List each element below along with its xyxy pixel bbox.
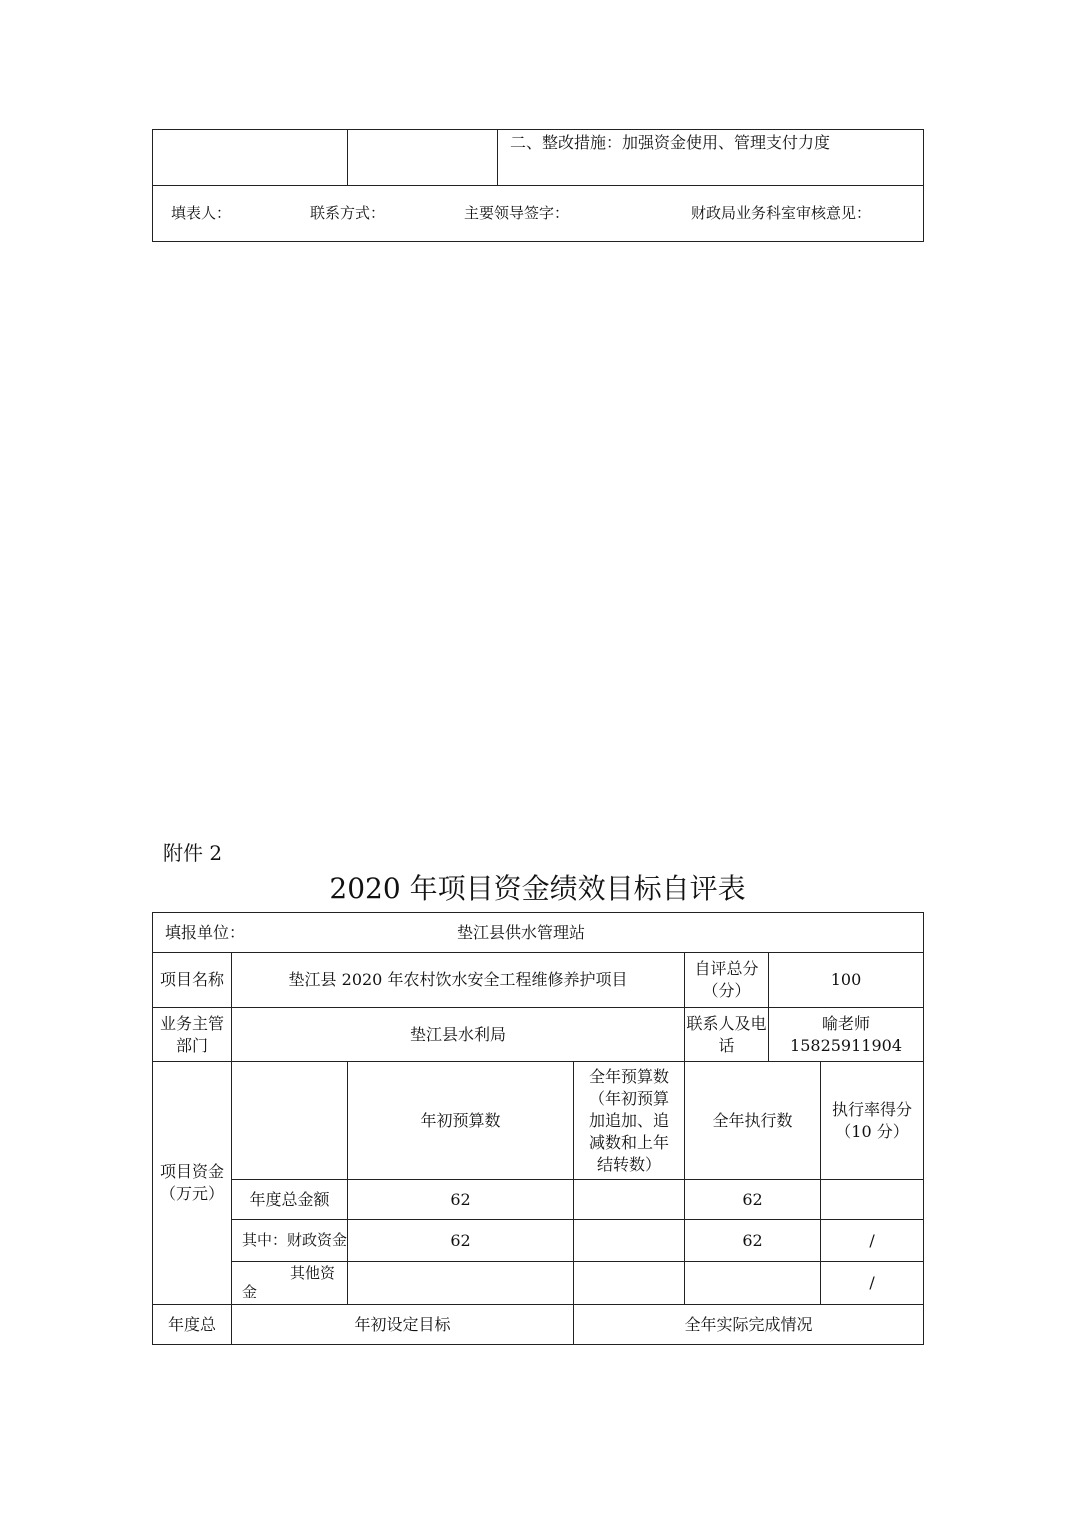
full-year-budget-value bbox=[574, 1180, 685, 1220]
contact-name: 喻老师 bbox=[822, 1013, 871, 1033]
initial-goal-header: 年初设定目标 bbox=[232, 1305, 574, 1345]
finance-review-label: 财政局业务科室审核意见： bbox=[691, 204, 872, 222]
table-row bbox=[153, 1220, 924, 1262]
score-value: / bbox=[821, 1220, 924, 1262]
leader-signature-label: 主要领导签字： bbox=[464, 204, 570, 222]
blank-cell bbox=[348, 130, 498, 186]
blank-header-cell bbox=[232, 1062, 348, 1180]
score-value bbox=[821, 1180, 924, 1220]
execution-header: 全年执行数 bbox=[685, 1062, 821, 1180]
self-score-value: 100 bbox=[769, 953, 924, 1008]
reporting-unit-value: 垫江县供水管理站 bbox=[457, 923, 586, 942]
contact-label: 联系人及电话 bbox=[685, 1008, 769, 1062]
document-title: 2020 年项目资金绩效目标自评表 bbox=[329, 872, 746, 905]
full-year-budget-value bbox=[574, 1220, 685, 1262]
reporting-unit-row bbox=[153, 913, 924, 953]
project-name-label: 项目名称 bbox=[153, 953, 232, 1008]
reporting-unit-label: 填报单位： bbox=[165, 923, 246, 942]
execution-rate-points: （10 分） bbox=[835, 1121, 909, 1141]
execution-value bbox=[685, 1262, 821, 1305]
full-year-budget-header: 全年预算数（年初预算加追加、追减数和上年结转数） bbox=[574, 1062, 685, 1180]
contact-phone: 15825911904 bbox=[790, 1035, 903, 1055]
self-score-label: 自评总分（分） bbox=[685, 953, 769, 1008]
table-row bbox=[153, 1180, 924, 1220]
signature-row bbox=[153, 186, 924, 242]
annual-goal-label: 年度总 bbox=[153, 1305, 232, 1345]
project-funds-label: 项目资金（万元） bbox=[153, 1062, 232, 1305]
execution-value: 62 bbox=[685, 1220, 821, 1262]
actual-completion-header: 全年实际完成情况 bbox=[574, 1305, 924, 1345]
rectification-table bbox=[152, 129, 924, 242]
execution-value: 62 bbox=[685, 1180, 821, 1220]
initial-budget-header: 年初预算数 bbox=[348, 1062, 574, 1180]
row-label: 其中：财政资金 bbox=[232, 1220, 348, 1262]
execution-rate-score-label: 执行率得分 bbox=[832, 1099, 913, 1119]
blank-cell bbox=[153, 130, 348, 186]
project-name-value: 垫江县 2020 年农村饮水安全工程维修养护项目 bbox=[232, 953, 685, 1008]
filler-label: 填表人： bbox=[171, 204, 232, 222]
execution-rate-score-header bbox=[821, 1062, 924, 1180]
department-label: 业务主管部门 bbox=[153, 1008, 232, 1062]
rectification-measures: 二、整改措施：加强资金使用、管理支付力度 bbox=[498, 130, 924, 186]
initial-budget-value: 62 bbox=[348, 1180, 574, 1220]
initial-budget-value bbox=[348, 1262, 574, 1305]
row-label: 其他资金 bbox=[232, 1262, 348, 1305]
row-label: 年度总金额 bbox=[232, 1180, 348, 1220]
table-row bbox=[153, 1262, 924, 1305]
attachment-label: 附件 2 bbox=[163, 841, 223, 865]
score-value: / bbox=[821, 1262, 924, 1305]
department-value: 垫江县水利局 bbox=[232, 1008, 685, 1062]
contact-method-label: 联系方式： bbox=[310, 204, 386, 222]
contact-info bbox=[769, 1008, 924, 1062]
initial-budget-value: 62 bbox=[348, 1220, 574, 1262]
full-year-budget-value bbox=[574, 1262, 685, 1305]
performance-evaluation-table bbox=[152, 912, 924, 1345]
